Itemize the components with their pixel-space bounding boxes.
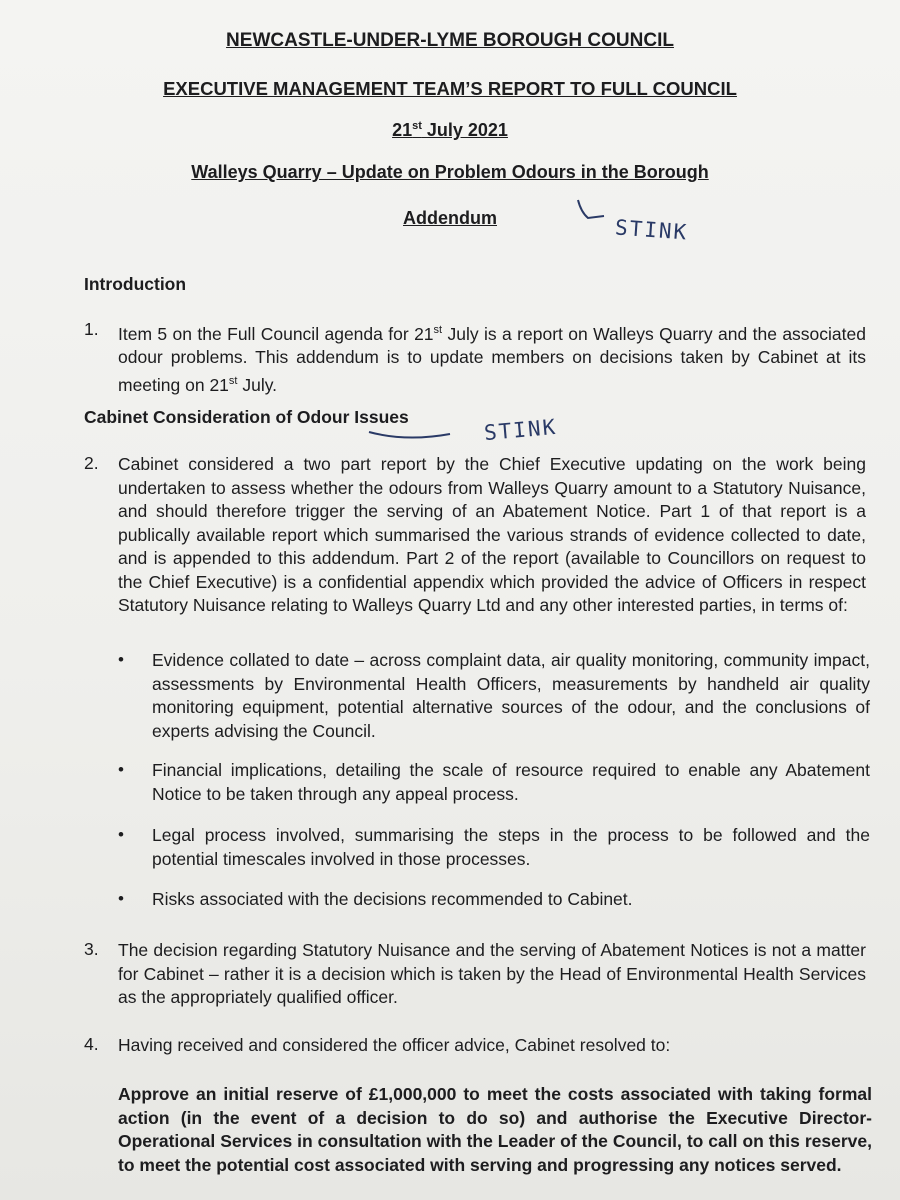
handwritten-annotation-2: STINK — [483, 414, 559, 446]
pen-stroke-mark — [572, 196, 612, 226]
resolution-text: Approve an initial reserve of £1,000,000 to meet the costs associated with taking formal action (in the event of a decision to do so) and authorise the Executive Director- Operational Services in consultation with the Leader of the Council, to call on this reserve, to meet the potential cost associated with serving and progressing any notices served. — [118, 1084, 872, 1175]
paragraph-2-number: 2. — [84, 453, 99, 473]
paragraph-4: Having received and considered the officer advice, Cabinet resolved to: — [118, 1035, 671, 1055]
subject-heading: Walleys Quarry – Update on Problem Odours in the Borough — [191, 162, 709, 182]
bullet-icon: • — [118, 650, 124, 669]
bullet-icon: • — [118, 825, 124, 844]
date-heading: 21st July 2021 — [392, 120, 508, 140]
bullet-item-4: Risks associated with the decisions recommended to Cabinet. — [152, 889, 633, 909]
bullet-item-3: Legal process involved, summarising the steps in the process to be followed and the potential timescales involved in those processes. — [152, 825, 870, 869]
paragraph-4-number: 4. — [84, 1034, 99, 1054]
pen-underline-mark — [366, 424, 456, 444]
cabinet-heading: Cabinet Consideration of Odour Issues — [84, 407, 409, 427]
paragraph-3-number: 3. — [84, 939, 99, 959]
council-heading: NEWCASTLE-UNDER-LYME BOROUGH COUNCIL — [226, 30, 674, 51]
paragraph-3: The decision regarding Statutory Nuisance and the serving of Abatement Notices is not a matter for Cabinet – rather it is a decision which is taken by the Head of Environmental Health Services as the appropriately qualified officer. — [118, 940, 866, 1007]
paragraph-2: Cabinet considered a two part report by the Chief Executive updating on the work being undertaken to assess whether the odours from Walleys Quarry amount to a Statutory Nuisance, and should therefore trigger the serving of an Abatement Notice. Part 1 of that report is a publically available report which summarised the various strands of evidence collected to date, and is appended to this addendum. Part 2 of the report (available to Councillors on request to the Chief Executive) is a confidential appendix which provided the advice of Officers in respect Statutory Nuisance relating to Walleys Quarry Ltd and any other interested parties, in terms of: — [118, 454, 866, 615]
handwritten-annotation-1: STINK — [614, 215, 689, 245]
report-heading: EXECUTIVE MANAGEMENT TEAM’S REPORT TO FULL COUNCIL — [163, 78, 737, 99]
bullet-icon: • — [118, 760, 124, 779]
bullet-icon: • — [118, 889, 124, 908]
paragraph-1: Item 5 on the Full Council agenda for 21st July is a report on Walleys Quarry and the associated odour problems. This addendum is to update members on decisions taken by Cabinet at its meeting on 21st July. — [118, 323, 866, 395]
bullet-item-2: Financial implications, detailing the scale of resource required to enable any Abatement Notice to be taken through any appeal process. — [152, 760, 870, 804]
addendum-heading: Addendum — [403, 208, 497, 228]
bullet-item-1: Evidence collated to date – across complaint data, air quality monitoring, community impact, assessments by Environmental Health Officers, measurements by handheld air quality monitoring equipment, potential alternative sources of the odour, and the conclusions of experts advising the Council. — [152, 650, 870, 741]
paragraph-1-number: 1. — [84, 319, 99, 339]
introduction-heading: Introduction — [84, 274, 187, 294]
